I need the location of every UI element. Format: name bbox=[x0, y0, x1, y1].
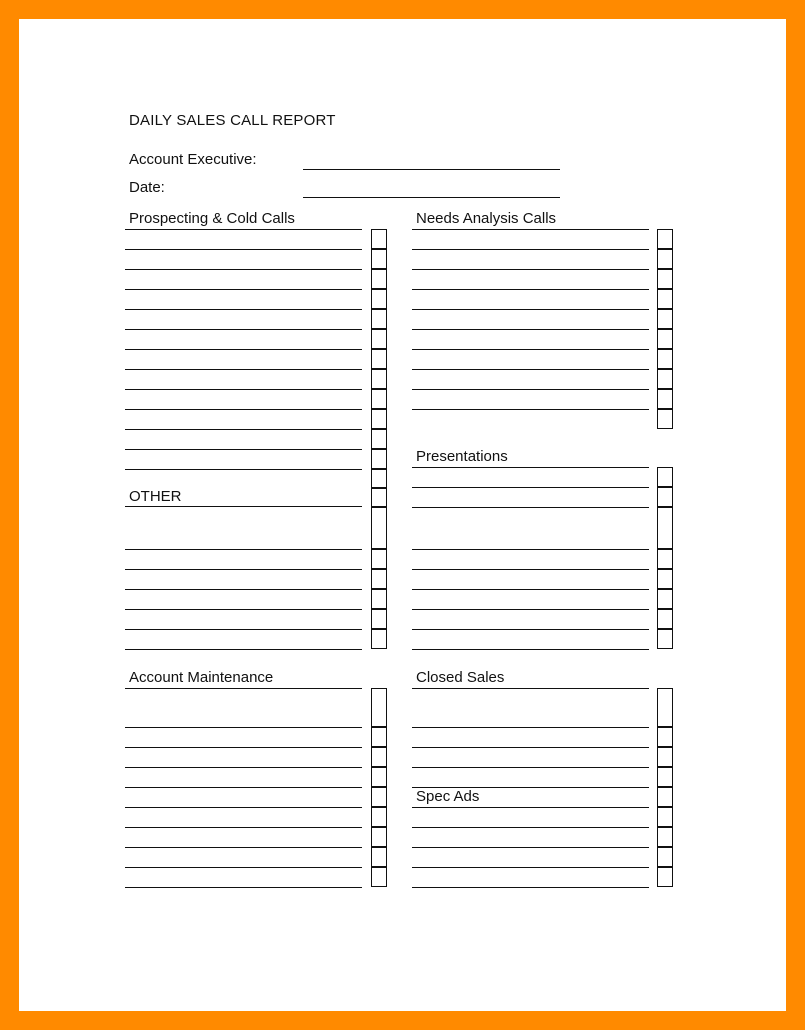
checkbox[interactable] bbox=[371, 847, 387, 867]
entry-line[interactable] bbox=[125, 688, 362, 689]
checkbox[interactable] bbox=[371, 349, 387, 369]
entry-line[interactable] bbox=[125, 449, 362, 450]
entry-line[interactable] bbox=[125, 867, 362, 868]
entry-line[interactable] bbox=[412, 629, 649, 630]
entry-line[interactable] bbox=[412, 467, 649, 468]
checkbox[interactable] bbox=[657, 487, 673, 507]
entry-line[interactable] bbox=[412, 827, 649, 828]
entry-line[interactable] bbox=[125, 329, 362, 330]
checkbox[interactable] bbox=[371, 409, 387, 429]
checkbox[interactable] bbox=[657, 747, 673, 767]
entry-line[interactable] bbox=[412, 609, 649, 610]
entry-line[interactable] bbox=[125, 506, 362, 507]
entry-line[interactable] bbox=[125, 289, 362, 290]
account-executive-field[interactable] bbox=[303, 169, 560, 170]
checkbox[interactable] bbox=[657, 369, 673, 389]
entry-line[interactable] bbox=[125, 229, 362, 230]
checkbox[interactable] bbox=[371, 807, 387, 827]
section-heading-needs-analysis: Needs Analysis Calls bbox=[416, 210, 557, 227]
entry-line[interactable] bbox=[125, 269, 362, 270]
entry-line[interactable] bbox=[125, 727, 362, 728]
checkbox[interactable] bbox=[657, 807, 673, 827]
entry-line[interactable] bbox=[412, 409, 649, 410]
section-heading-account-maintenance: Account Maintenance bbox=[129, 669, 274, 686]
entry-line[interactable] bbox=[125, 409, 362, 410]
checkbox[interactable] bbox=[371, 229, 387, 249]
checkbox[interactable] bbox=[371, 727, 387, 747]
entry-line[interactable] bbox=[412, 867, 649, 868]
entry-line[interactable] bbox=[412, 229, 649, 230]
checkbox[interactable] bbox=[371, 289, 387, 309]
entry-line[interactable] bbox=[412, 649, 649, 650]
checkbox[interactable] bbox=[371, 487, 387, 507]
checkbox[interactable] bbox=[371, 767, 387, 787]
entry-line[interactable] bbox=[412, 507, 649, 508]
checkbox[interactable] bbox=[657, 787, 673, 807]
checkbox[interactable] bbox=[371, 507, 387, 549]
checkbox[interactable] bbox=[657, 549, 673, 569]
section-heading-other: OTHER bbox=[129, 488, 182, 505]
entry-line[interactable] bbox=[125, 369, 362, 370]
account-executive-label: Account Executive: bbox=[129, 151, 257, 168]
entry-line[interactable] bbox=[125, 747, 362, 748]
entry-line[interactable] bbox=[412, 767, 649, 768]
entry-line[interactable] bbox=[412, 747, 649, 748]
entry-line[interactable] bbox=[412, 569, 649, 570]
entry-line[interactable] bbox=[412, 847, 649, 848]
form-page bbox=[19, 19, 786, 1011]
entry-line[interactable] bbox=[125, 847, 362, 848]
checkbox[interactable] bbox=[371, 629, 387, 649]
entry-line[interactable] bbox=[125, 589, 362, 590]
checkbox[interactable] bbox=[371, 747, 387, 767]
checkbox[interactable] bbox=[657, 289, 673, 309]
checkbox[interactable] bbox=[657, 349, 673, 369]
checkbox[interactable] bbox=[657, 229, 673, 249]
checkbox[interactable] bbox=[371, 269, 387, 289]
checkbox[interactable] bbox=[657, 409, 673, 429]
entry-line[interactable] bbox=[125, 649, 362, 650]
entry-line[interactable] bbox=[412, 688, 649, 689]
section-heading-closed-sales: Closed Sales bbox=[416, 669, 505, 686]
checkbox[interactable] bbox=[657, 507, 673, 549]
entry-line[interactable] bbox=[125, 767, 362, 768]
date-label: Date: bbox=[129, 179, 165, 196]
checkbox[interactable] bbox=[371, 549, 387, 569]
checkbox[interactable] bbox=[657, 827, 673, 847]
checkbox[interactable] bbox=[657, 269, 673, 289]
entry-line[interactable] bbox=[125, 609, 362, 610]
checkbox[interactable] bbox=[657, 867, 673, 887]
checkbox[interactable] bbox=[657, 629, 673, 649]
checkbox[interactable] bbox=[371, 329, 387, 349]
checkbox[interactable] bbox=[371, 429, 387, 449]
checkbox[interactable] bbox=[371, 389, 387, 409]
entry-line[interactable] bbox=[125, 389, 362, 390]
checkbox[interactable] bbox=[657, 389, 673, 409]
checkbox[interactable] bbox=[657, 767, 673, 787]
checkbox[interactable] bbox=[371, 589, 387, 609]
entry-line[interactable] bbox=[125, 309, 362, 310]
checkbox[interactable] bbox=[371, 609, 387, 629]
entry-line[interactable] bbox=[125, 787, 362, 788]
entry-line[interactable] bbox=[412, 289, 649, 290]
checkbox[interactable] bbox=[371, 569, 387, 589]
checkbox[interactable] bbox=[657, 847, 673, 867]
section-heading-presentations: Presentations bbox=[416, 448, 508, 465]
entry-line[interactable] bbox=[125, 887, 362, 888]
checkbox[interactable] bbox=[657, 727, 673, 747]
checkbox[interactable] bbox=[657, 688, 673, 727]
entry-line[interactable] bbox=[125, 569, 362, 570]
checkbox[interactable] bbox=[371, 867, 387, 887]
entry-line[interactable] bbox=[412, 549, 649, 550]
entry-line[interactable] bbox=[125, 807, 362, 808]
checkbox[interactable] bbox=[371, 449, 387, 469]
entry-line[interactable] bbox=[125, 249, 362, 250]
checkbox[interactable] bbox=[657, 609, 673, 629]
date-field[interactable] bbox=[303, 197, 560, 198]
entry-line[interactable] bbox=[412, 369, 649, 370]
section-heading-prospecting: Prospecting & Cold Calls bbox=[129, 210, 295, 227]
checkbox[interactable] bbox=[371, 309, 387, 329]
checkbox[interactable] bbox=[371, 369, 387, 389]
form-title: DAILY SALES CALL REPORT bbox=[129, 112, 336, 129]
checkbox[interactable] bbox=[371, 249, 387, 269]
entry-line[interactable] bbox=[125, 469, 362, 470]
entry-line[interactable] bbox=[412, 329, 649, 330]
entry-line[interactable] bbox=[125, 827, 362, 828]
checkbox[interactable] bbox=[657, 249, 673, 269]
entry-line[interactable] bbox=[412, 349, 649, 350]
entry-line[interactable] bbox=[125, 349, 362, 350]
entry-line[interactable] bbox=[412, 487, 649, 488]
entry-line[interactable] bbox=[412, 269, 649, 270]
entry-line[interactable] bbox=[412, 807, 649, 808]
section-heading-spec-ads: Spec Ads bbox=[416, 788, 480, 805]
checkbox[interactable] bbox=[657, 589, 673, 609]
entry-line[interactable] bbox=[125, 629, 362, 630]
checkbox[interactable] bbox=[371, 787, 387, 807]
entry-line[interactable] bbox=[412, 727, 649, 728]
checkbox[interactable] bbox=[657, 569, 673, 589]
entry-line[interactable] bbox=[412, 249, 649, 250]
checkbox[interactable] bbox=[657, 467, 673, 487]
entry-line[interactable] bbox=[412, 787, 649, 788]
entry-line[interactable] bbox=[125, 549, 362, 550]
checkbox[interactable] bbox=[657, 309, 673, 329]
checkbox[interactable] bbox=[657, 329, 673, 349]
checkbox[interactable] bbox=[371, 688, 387, 727]
checkbox[interactable] bbox=[371, 827, 387, 847]
entry-line[interactable] bbox=[412, 309, 649, 310]
entry-line[interactable] bbox=[412, 887, 649, 888]
entry-line[interactable] bbox=[412, 389, 649, 390]
entry-line[interactable] bbox=[412, 589, 649, 590]
entry-line[interactable] bbox=[125, 429, 362, 430]
checkbox[interactable] bbox=[371, 469, 387, 489]
